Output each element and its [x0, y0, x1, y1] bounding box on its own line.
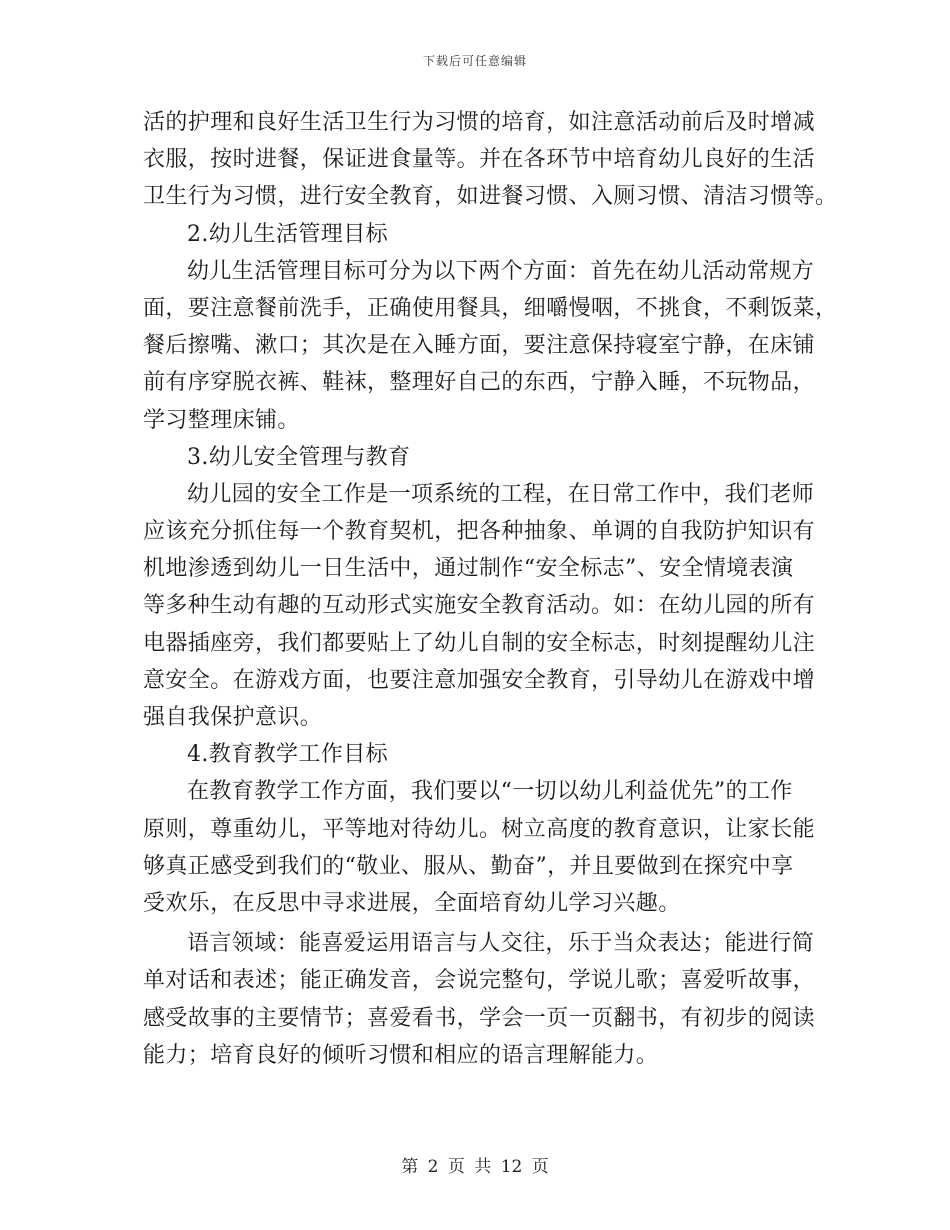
text-line: 感受故事的主要情节；喜爱看书，学会一页一页翻书，有初步的阅读: [143, 1005, 816, 1031]
text-line: 2.幼儿生活管理目标: [187, 221, 388, 247]
text-line: 前有序穿脱衣裤、鞋袜，整理好自己的东西，宁静入睡，不玩物品，: [143, 370, 816, 396]
text-line: 强自我保护意识。: [143, 705, 323, 730]
text-line: 活的护理和良好生活卫生行为习惯的培育，如注意活动前后及时增减: [143, 110, 816, 135]
text-line: 面，要注意餐前洗手，正确使用餐具，细嚼慢咽，不挑食，不剩饭菜，: [143, 295, 838, 321]
page-footer: [0, 1152, 950, 1177]
text-line: 够真正感受到我们的“敬业、服从、勤奋”，并且要做到在探究中享: [143, 853, 794, 879]
text-line: 学习整理床铺。: [143, 407, 300, 433]
text-line: 单对话和表述；能正确发音，会说完整句，学说儿歌；喜爱听故事，: [143, 968, 816, 994]
text-line: 幼儿生活管理目标可分为以下两个方面：首先在幼儿活动常规方: [187, 258, 815, 284]
text-line: 4.教育教学工作目标: [187, 742, 388, 768]
text-line: 幼儿园的安全工作是一项系统的工程，在日常工作中，我们老师: [187, 481, 815, 507]
text-line: 电器插座旁，我们都要贴上了幼儿自制的安全标志，时刻提醒幼儿注: [143, 630, 816, 656]
text-line: 能力；培育良好的倾听习惯和相应的语言理解能力。: [143, 1042, 659, 1068]
footer-total-pages: 12: [500, 1157, 523, 1177]
page-header: 下载后可任意编辑: [422, 54, 527, 68]
text-line: 受欢乐，在反思中寻求进展，全面培育幼儿学习兴趣。: [143, 890, 681, 916]
text-line: 3.幼儿安全管理与教育: [187, 444, 411, 470]
text-line: 原则，尊重幼儿，平等地对待幼儿。树立高度的教育意识，让家长能: [143, 816, 816, 842]
footer-prefix: 第: [401, 1157, 419, 1177]
text-line: 卫生行为习惯，进行安全教育，如进餐习惯、入厕习惯、清洁习惯等。: [143, 184, 838, 210]
footer-suffix: 页: [531, 1157, 549, 1177]
text-line: 在教育教学工作方面，我们要以“一切以幼儿利益优先”的工作: [187, 779, 793, 805]
footer-page-number: 2: [427, 1157, 439, 1177]
footer-middle: 页 共: [447, 1157, 492, 1177]
text-line: 等多种生动有趣的互动形式实施安全教育活动。如：在幼儿园的所有: [143, 593, 816, 619]
text-line: 应该充分抓住每一个教育契机，把各种抽象、单调的自我防护知识有: [143, 519, 816, 545]
document-body: [143, 104, 838, 1074]
text-line: 意安全。在游戏方面，也要注意加强安全教育，引导幼儿在游戏中增: [143, 667, 816, 693]
text-line: 餐后擦嘴、漱口；其次是在入睡方面，要注意保持寝室宁静，在床铺: [143, 333, 816, 359]
text-line: 语言领域：能喜爱运用语言与人交往，乐于当众表达；能进行简: [187, 931, 815, 957]
text-line: 衣服，按时进餐，保证进食量等。并在各环节中培育幼儿良好的生活: [143, 147, 816, 173]
text-line: 机地渗透到幼儿一日生活中，通过制作“安全标志”、安全情境表演: [143, 556, 794, 582]
